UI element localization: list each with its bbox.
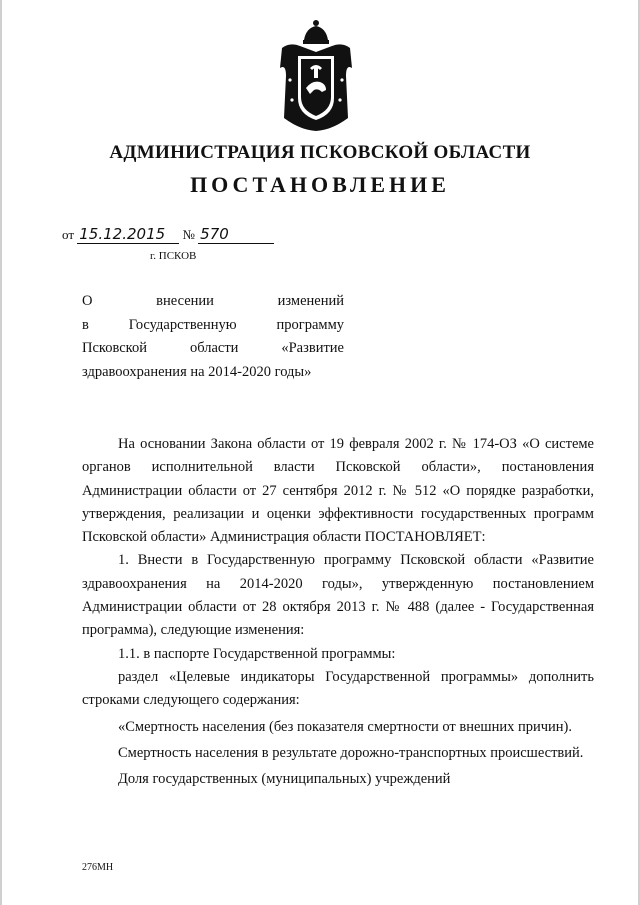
document-number: 570	[198, 225, 274, 244]
date-number-line	[62, 225, 274, 244]
footer-code: 276МН	[82, 862, 114, 873]
body-paragraph: 1. Внести в Государственную программу Псковской области «Развитие здравоохранения на 2014-2020 годы», утвержденную постановлением Администрации области от 28 октября 2013 г. № 488 (далее - Государственная программа), следующие изменения:	[82, 552, 594, 639]
number-sign: №	[182, 227, 195, 242]
body-paragraph: раздел «Целевые индикаторы Государственной программы» дополнить строками следующего содержания:	[82, 668, 594, 709]
body-paragraph: На основании Закона области от 19 февраля 2002 г. № 174-ОЗ «О системе органов исполнительной власти Псковской области», постановления Администрации области от 27 сентября 2012 г. № 512 «О порядке разработки, утверждения, реализации и оценки эффективности государственных программ Псковской области» Администрация области ПОСТАНОВЛЯЕТ:	[82, 436, 594, 546]
body-paragraph: «Смертность населения (без показателя смертности от внешних причин).	[118, 718, 573, 735]
body-paragraph: Доля государственных (муниципальных) учреждений	[118, 771, 451, 788]
scan-left-edge	[0, 0, 2, 905]
subject-line: О внесении изменений	[82, 293, 344, 309]
document-type-title: ПОСТАНОВЛЕНИЕ	[190, 172, 450, 197]
document-date: 15.12.2015	[77, 225, 179, 244]
organization-title: АДМИНИСТРАЦИЯ ПСКОВСКОЙ ОБЛАСТИ	[109, 142, 531, 163]
subject-line: в Государственную программу	[82, 316, 344, 333]
body-paragraph: 1.1. в паспорте Государственной программы:	[118, 645, 396, 662]
document-body	[82, 433, 594, 791]
subject-block	[82, 290, 344, 384]
coat-of-arms-emblem	[276, 18, 356, 133]
date-prefix: от	[62, 227, 75, 242]
body-paragraph: Смертность населения в результате дорожно-транспортных происшествий.	[118, 744, 584, 761]
city-label: г. ПСКОВ	[150, 250, 197, 262]
subject-line: Псковской области «Развитие	[82, 340, 344, 356]
subject-line: здравоохранения на 2014-2020 годы»	[82, 363, 312, 380]
